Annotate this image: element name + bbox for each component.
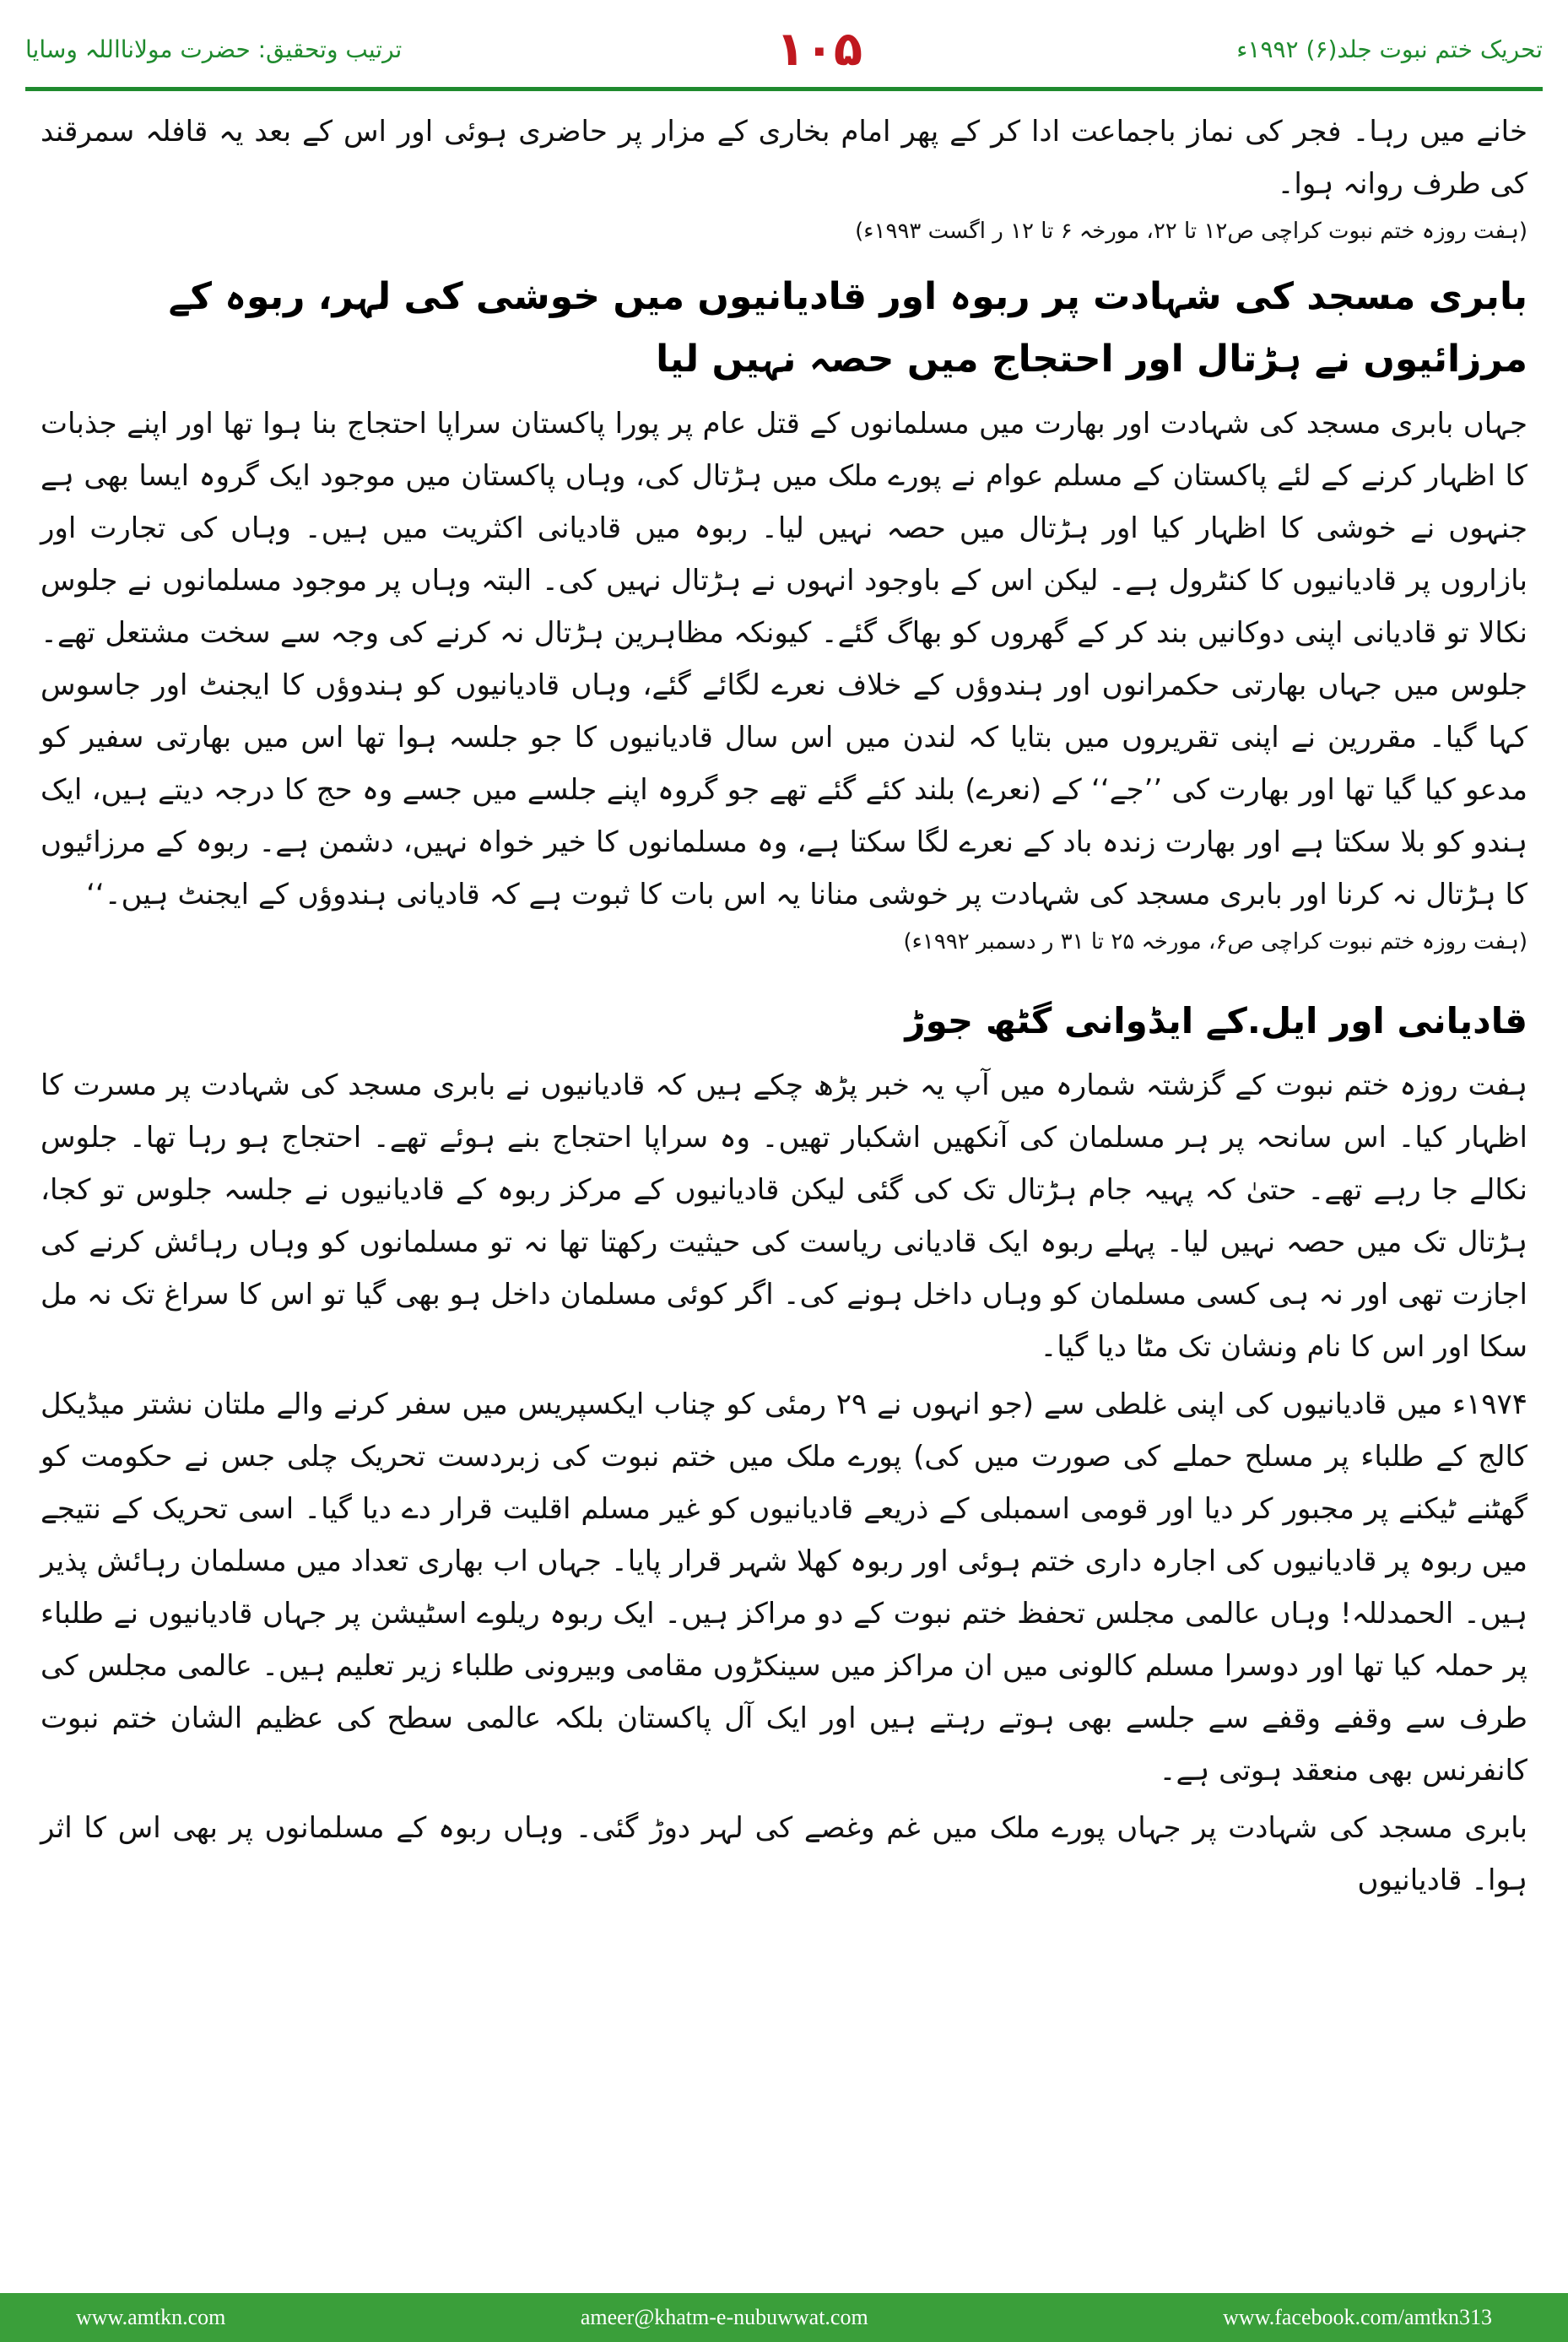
section-title: قادیانی اور ایل.کے ایڈوانی گٹھ جوڑ (905, 1000, 1527, 1041)
footer-website-link[interactable]: www.amtkn.com (76, 2305, 226, 2329)
paragraph: ۱۹۷۴ء میں قادیانیوں کی اپنی غلطی سے (جو انہوں نے ۲۹ رمئی کو چناب ایکسپریس میں سفر کرنے والے ملتان نشتر میڈیکل کالج کے طلباء پر مسلح حملے کی صورت میں کی) پورے ملک میں ختم نبوت کی زبردست تحریک چلی جس نے حکومت کو گھٹنے ٹیکنے پر مجبور کر دیا اور قومی اسمبلی کے ذریعے قادیانیوں کو غیر مسلم اقلیت قرار دے دیا گیا۔ اسی تحریک کے نتیجے میں ربوہ پر قادیانیوں کی اجارہ داری ختم ہوئی اور ربوہ کھلا شہر قرار پایا۔ جہاں اب بھاری تعداد میں مسلمان رہائش پذیر ہیں۔ الحمدللہ! وہاں عالمی مجلس تحفظ ختم نبوت کے دو مراکز ہیں۔ ایک ربوہ ریلوے اسٹیشن پر جہاں قادیانیوں نے طلباء پر حملہ کیا تھا اور دوسرا مسلم کالونی میں ان مراکز میں سینکڑوں مقامی وبیرونی طلباء زیر تعلیم ہیں۔ عالمی مجلس کی طرف سے وقفے وقفے سے جلسے بھی ہوتے رہتے ہیں اور ایک آل پاکستان بلکہ عالمی سطح کی عظیم الشان ختم نبوت کانفرنس بھی منعقد ہوتی ہے۔ (41, 1387, 1527, 1788)
header-compiler: ترتیب وتحقیق: حضرت مولانااللہ وسایا (25, 35, 403, 63)
page-header (25, 15, 1543, 83)
source-citation: (ہفت روزہ ختم نبوت کراچی ص۶، مورخہ ۲۵ تا ۳۱ ر دسمبر ۱۹۹۲ء) (903, 929, 1527, 955)
footer-email-link[interactable]: ameer@khatm-e-nubuwwat.com (580, 2305, 868, 2329)
footer-facebook-link[interactable]: www.facebook.com/amtkn313 (1223, 2305, 1492, 2329)
header-book-title: تحریک ختم نبوت جلد(۶) ۱۹۹۲ء (1236, 35, 1543, 63)
paragraph-continued: خانے میں رہا۔ فجر کی نماز باجماعت ادا کر کے پھر امام بخاری کے مزار پر حاضری ہوئی اور اس کے بعد یہ قافلہ سمرقند کی طرف روانہ ہوا۔ (41, 115, 1527, 201)
page-footer (0, 2293, 1568, 2342)
page-number: ۱۰۵ (776, 21, 863, 77)
paragraph: بابری مسجد کی شہادت پر جہاں پورے ملک میں غم وغصے کی لہر دوڑ گئی۔ وہاں ربوہ کے مسلمانوں پر بھی اس کا اثر ہوا۔ قادیانیوں (41, 1811, 1527, 1897)
paragraph: جہاں بابری مسجد کی شہادت اور بھارت میں مسلمانوں کے قتل عام پر پورا پاکستان سراپا احتجاج بنا ہوا تھا اور اپنے جذبات کا اظہار کرنے کے لئے پاکستان کے مسلم عوام نے پورے ملک میں ہڑتال کی، وہاں پاکستان میں موجود ایک گروہ ایسا بھی ہے جنہوں نے خوشی کا اظہار کیا اور ہڑتال میں حصہ نہیں لیا۔ ربوہ میں قادیانی اکثریت میں ہیں۔ وہاں کی تجارت اور بازاروں پر قادیانیوں کا کنٹرول ہے۔ لیکن اس کے باوجود انہوں نے ہڑتال نہیں کی۔ البتہ وہاں پر موجود مسلمانوں نے جلوس نکالا تو قادیانی اپنی دوکانیں بند کر کے گھروں کو بھاگ گئے۔ کیونکہ مظاہرین ہڑتال نہ کرنے کی وجہ سے سخت مشتعل تھے۔ جلوس میں جہاں بھارتی حکمرانوں اور ہندوؤں کے خلاف نعرے لگائے گئے، وہاں قادیانیوں کو ہندوؤں کا ایجنٹ اور جاسوس کہا گیا۔ مقررین نے اپنی تقریروں میں بتایا کہ لندن میں اس سال قادیانیوں کا جو جلسہ ہوا تھا اس میں بھارتی سفیر کو مدعو کیا گیا تھا اور بھارت کی ’’جے‘‘ کے (نعرے) بلند کئے گئے تھے جو گروہ اپنے جلسے میں جسے وہ حج کا درجہ دیتے ہیں، ایک ہندو کو بلا سکتا ہے اور بھارت زندہ باد کے نعرے لگا سکتا ہے، وہ مسلمانوں کا خیر خواہ نہیں، دشمن ہے۔ ربوہ کے مرزائیوں کا ہڑتال نہ کرنا اور بابری مسجد کی شہادت پر خوشی منانا یہ اس بات کا ثبوت ہے کہ قادیانی ہندوؤں کے ایجنٹ ہیں۔‘‘ (41, 407, 1527, 911)
section-title: بابری مسجد کی شہادت پر ربوہ اور قادیانیوں میں خوشی کی لہر، ربوہ کے مرزائیوں نے ہڑتال اور احتجاج میں حصہ نہیں لیا (168, 275, 1527, 381)
header-divider (25, 87, 1543, 91)
page-body (41, 105, 1527, 1907)
paragraph: ہفت روزہ ختم نبوت کے گزشتہ شمارہ میں آپ یہ خبر پڑھ چکے ہیں کہ قادیانیوں نے بابری مسجد کی شہادت پر مسرت کا اظہار کیا۔ اس سانحہ پر ہر مسلمان کی آنکھیں اشکبار تھیں۔ وہ سراپا احتجاج بنے ہوئے تھے۔ احتجاج ہو رہا تھا۔ جلوس نکالے جا رہے تھے۔ حتیٰ کہ پہیہ جام ہڑتال تک کی گئی لیکن قادیانیوں کے مرکز ربوہ کے قادیانیوں نے جلسہ جلوس تو کجا، ہڑتال تک میں حصہ نہیں لیا۔ پہلے ربوہ ایک قادیانی ریاست کی حیثیت رکھتا تھا نہ تو مسلمانوں کو وہاں رہائش کرنے کی اجازت تھی اور نہ ہی کسی مسلمان کو وہاں داخل ہونے کی۔ اگر کوئی مسلمان داخل ہو بھی گیا تو اس کا سراغ تک نہ مل سکا اور اس کا نام ونشان تک مٹا دیا گیا۔ (41, 1068, 1527, 1364)
source-citation: (ہفت روزہ ختم نبوت کراچی ص۱۲ تا ۲۲، مورخہ ۶ تا ۱۲ ر اگست ۱۹۹۳ء) (855, 219, 1527, 244)
